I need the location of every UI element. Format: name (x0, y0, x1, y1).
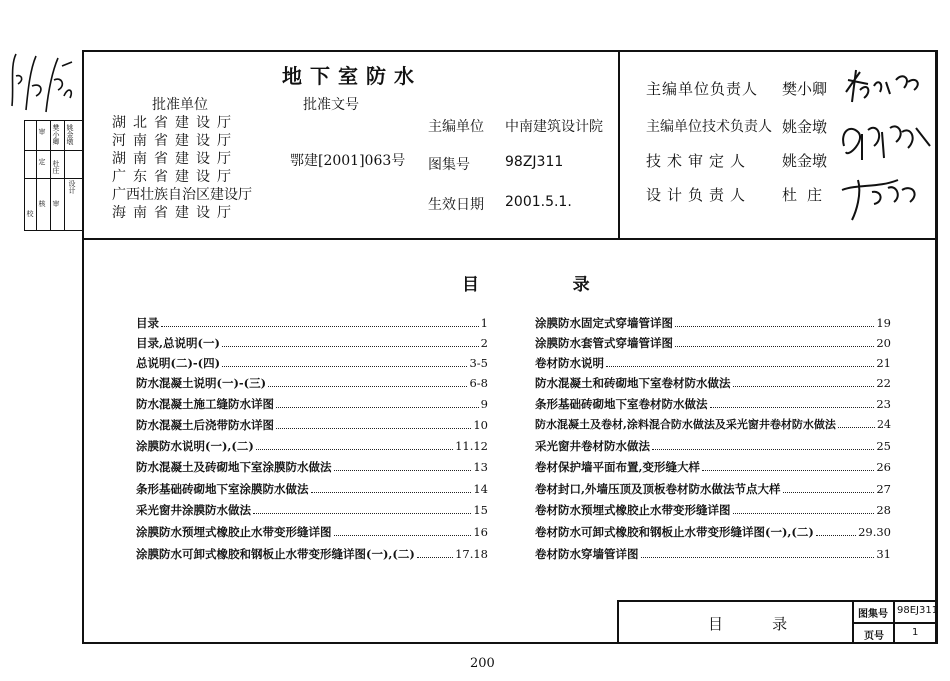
toc-item[interactable] (535, 503, 891, 517)
effective-date-value: 2001.5.1. (505, 194, 572, 210)
toc-item-page: 6-8 (469, 376, 488, 390)
toc-item-text: 防水混凝土及砖砌地下室涂膜防水做法 (136, 460, 332, 474)
responsible-name-chief: 樊小卿 (782, 80, 828, 98)
toc-item-text: 防水混凝土施工缝防水详图 (136, 397, 274, 411)
toc-item-page: 28 (876, 503, 891, 517)
toc-item[interactable] (136, 356, 488, 370)
responsible-name-tech: 姚金墩 (782, 118, 828, 136)
toc-item-page: 24 (877, 418, 891, 431)
toc-item-text: 目录,总说明(一) (136, 336, 220, 350)
header-divider (82, 238, 938, 240)
toc-item[interactable] (535, 356, 891, 370)
side-name-2: 姚金墩 (66, 124, 74, 145)
toc-item-text: 防水混凝土及卷材,涂料混合防水做法及采光窗井卷材防水做法 (535, 418, 836, 431)
toc-item-text: 涂膜防水预埋式橡胶止水带变形缝详图 (136, 525, 332, 539)
approval-unit: 湖南省建设厅 (112, 151, 238, 167)
responsible-role-review: 技术审定人 (646, 152, 752, 170)
toc-item-text: 防水混凝土后浇带防水详图 (136, 418, 274, 432)
toc-item-text: 涂膜防水可卸式橡胶和钢板止水带变形缝详图(一),(二) (136, 547, 415, 561)
side-name-1: 樊小卿 (52, 124, 60, 145)
atlas-number-value: 98ZJ311 (505, 154, 564, 170)
toc-item-text: 卷材防水预埋式橡胶止水带变形缝详图 (535, 503, 731, 517)
toc-item[interactable] (535, 439, 891, 453)
atlas-number-label: 图集号 (428, 157, 470, 173)
toc-item[interactable] (136, 439, 488, 453)
toc-item-page: 20 (876, 336, 891, 350)
effective-date-label: 生效日期 (428, 197, 484, 213)
toc-item-page: 13 (473, 460, 488, 474)
toc-item-page: 31 (876, 547, 891, 561)
toc-item-page: 2 (480, 336, 488, 350)
toc-item-page: 10 (473, 418, 488, 432)
toc-item[interactable] (136, 460, 488, 474)
toc-item[interactable] (535, 482, 891, 496)
title-block-atlas-label: 图集号 (858, 609, 888, 620)
title-block-atlas-value: 98EJ311 (897, 605, 939, 616)
toc-item-page: 27 (876, 482, 891, 496)
approval-unit: 湖北省建设厅 (112, 115, 238, 131)
responsible-name-design: 杜庄 (782, 186, 833, 204)
toc-item[interactable] (136, 316, 488, 330)
toc-item-page: 22 (876, 376, 891, 390)
toc-item[interactable] (136, 503, 488, 517)
toc-item-page: 23 (876, 397, 891, 411)
toc-item[interactable] (136, 482, 488, 496)
toc-item-page: 14 (473, 482, 488, 496)
approval-doc-label: 批准文号 (303, 97, 359, 113)
approval-unit: 海南省建设厅 (112, 205, 238, 221)
toc-item[interactable] (535, 316, 891, 330)
toc-item-text: 涂膜防水固定式穿墙管详图 (535, 316, 673, 330)
toc-item-text: 目录 (136, 316, 159, 330)
toc-item[interactable] (535, 525, 891, 539)
approval-doc-number: 鄂建[2001]063号 (290, 153, 406, 169)
responsible-role-tech: 主编单位技术负责人 (646, 119, 772, 135)
chief-unit-value: 中南建筑设计院 (505, 119, 603, 135)
approval-unit: 广东省建设厅 (112, 169, 238, 185)
toc-item[interactable] (535, 336, 891, 350)
toc-item[interactable] (535, 397, 891, 411)
responsible-role-chief: 主编单位负责人 (646, 80, 759, 98)
title-block-name: 目 录 (708, 615, 794, 633)
toc-item-text: 卷材保护墙平面布置,变形缝大样 (535, 460, 701, 474)
toc-item-page: 17.18 (455, 547, 488, 561)
toc-item-text: 条形基础砖砌地下室涂膜防水做法 (136, 482, 309, 496)
toc-item[interactable] (136, 547, 488, 561)
title-block-page-value: 1 (912, 627, 919, 638)
toc-item[interactable] (535, 460, 891, 474)
approval-unit-list (112, 114, 252, 222)
toc-item-page: 9 (480, 397, 488, 411)
toc-item-page: 16 (473, 525, 488, 539)
side-label-review: 审 (38, 128, 46, 135)
toc-item[interactable] (136, 525, 488, 539)
side-label-approve: 定 (38, 158, 46, 165)
toc-item-page: 25 (876, 439, 891, 453)
toc-item-text: 采光窗井涂膜防水做法 (136, 503, 251, 517)
side-label-verify: 核 (38, 200, 46, 207)
toc-item-text: 卷材防水可卸式橡胶和钢板止水带变形缝详图(一),(二) (535, 525, 814, 539)
toc-item-page: 11.12 (455, 439, 488, 453)
toc-item-text: 总说明(二)-(四) (136, 356, 221, 370)
page-number: 200 (470, 656, 495, 671)
toc-item-page: 15 (473, 503, 488, 517)
toc-item-text: 卷材防水说明 (535, 356, 604, 370)
responsible-name-review: 姚金墩 (782, 152, 828, 170)
toc-item-text: 卷材防水穿墙管详图 (535, 547, 639, 561)
toc-title: 目 录 (462, 275, 604, 295)
side-name-3: 杜庄 (52, 160, 60, 174)
title-block-page-label: 页号 (864, 631, 884, 642)
toc-item[interactable] (535, 418, 891, 432)
toc-item-page: 1 (480, 316, 488, 330)
toc-item-text: 卷材封口,外墙压顶及顶板卷材防水做法节点大样 (535, 482, 781, 496)
page-title: 地下室防水 (282, 64, 422, 88)
side-label-check: 校 (26, 210, 34, 217)
side-label-audit: 审 (52, 200, 60, 207)
toc-item[interactable] (136, 336, 488, 350)
approval-unit-label: 批准单位 (152, 97, 208, 113)
handwritten-signatures (838, 62, 938, 232)
toc-item-text: 条形基础砖砌地下室卷材防水做法 (535, 397, 708, 411)
toc-item-text: 涂膜防水说明(一),(二) (136, 439, 254, 453)
toc-item-text: 涂膜防水套管式穿墙管详图 (535, 336, 673, 350)
handwritten-signature-strip (2, 46, 80, 118)
toc-item[interactable] (136, 418, 488, 432)
toc-item-page: 26 (876, 460, 891, 474)
chief-unit-label: 主编单位 (428, 119, 484, 135)
toc-item-page: 21 (876, 356, 891, 370)
approval-unit: 河南省建设厅 (112, 133, 238, 149)
toc-item-page: 3-5 (469, 356, 488, 370)
header-right-divider (618, 50, 620, 240)
toc-item-text: 防水混凝土说明(一)-(三) (136, 376, 267, 390)
side-label-design: 设计 (68, 180, 76, 194)
toc-item[interactable] (535, 376, 891, 390)
toc-item-text: 采光窗井卷材防水做法 (535, 439, 650, 453)
toc-item[interactable] (535, 547, 891, 561)
toc-item-page: 19 (876, 316, 891, 330)
responsible-role-design: 设计负责人 (646, 186, 752, 204)
toc-item-page: 29.30 (858, 525, 891, 539)
toc-item[interactable] (136, 376, 488, 390)
toc-item-text: 防水混凝土和砖砌地下室卷材防水做法 (535, 376, 731, 390)
approval-unit: 广西壮族自治区建设厅 (112, 187, 252, 203)
toc-item[interactable] (136, 397, 488, 411)
